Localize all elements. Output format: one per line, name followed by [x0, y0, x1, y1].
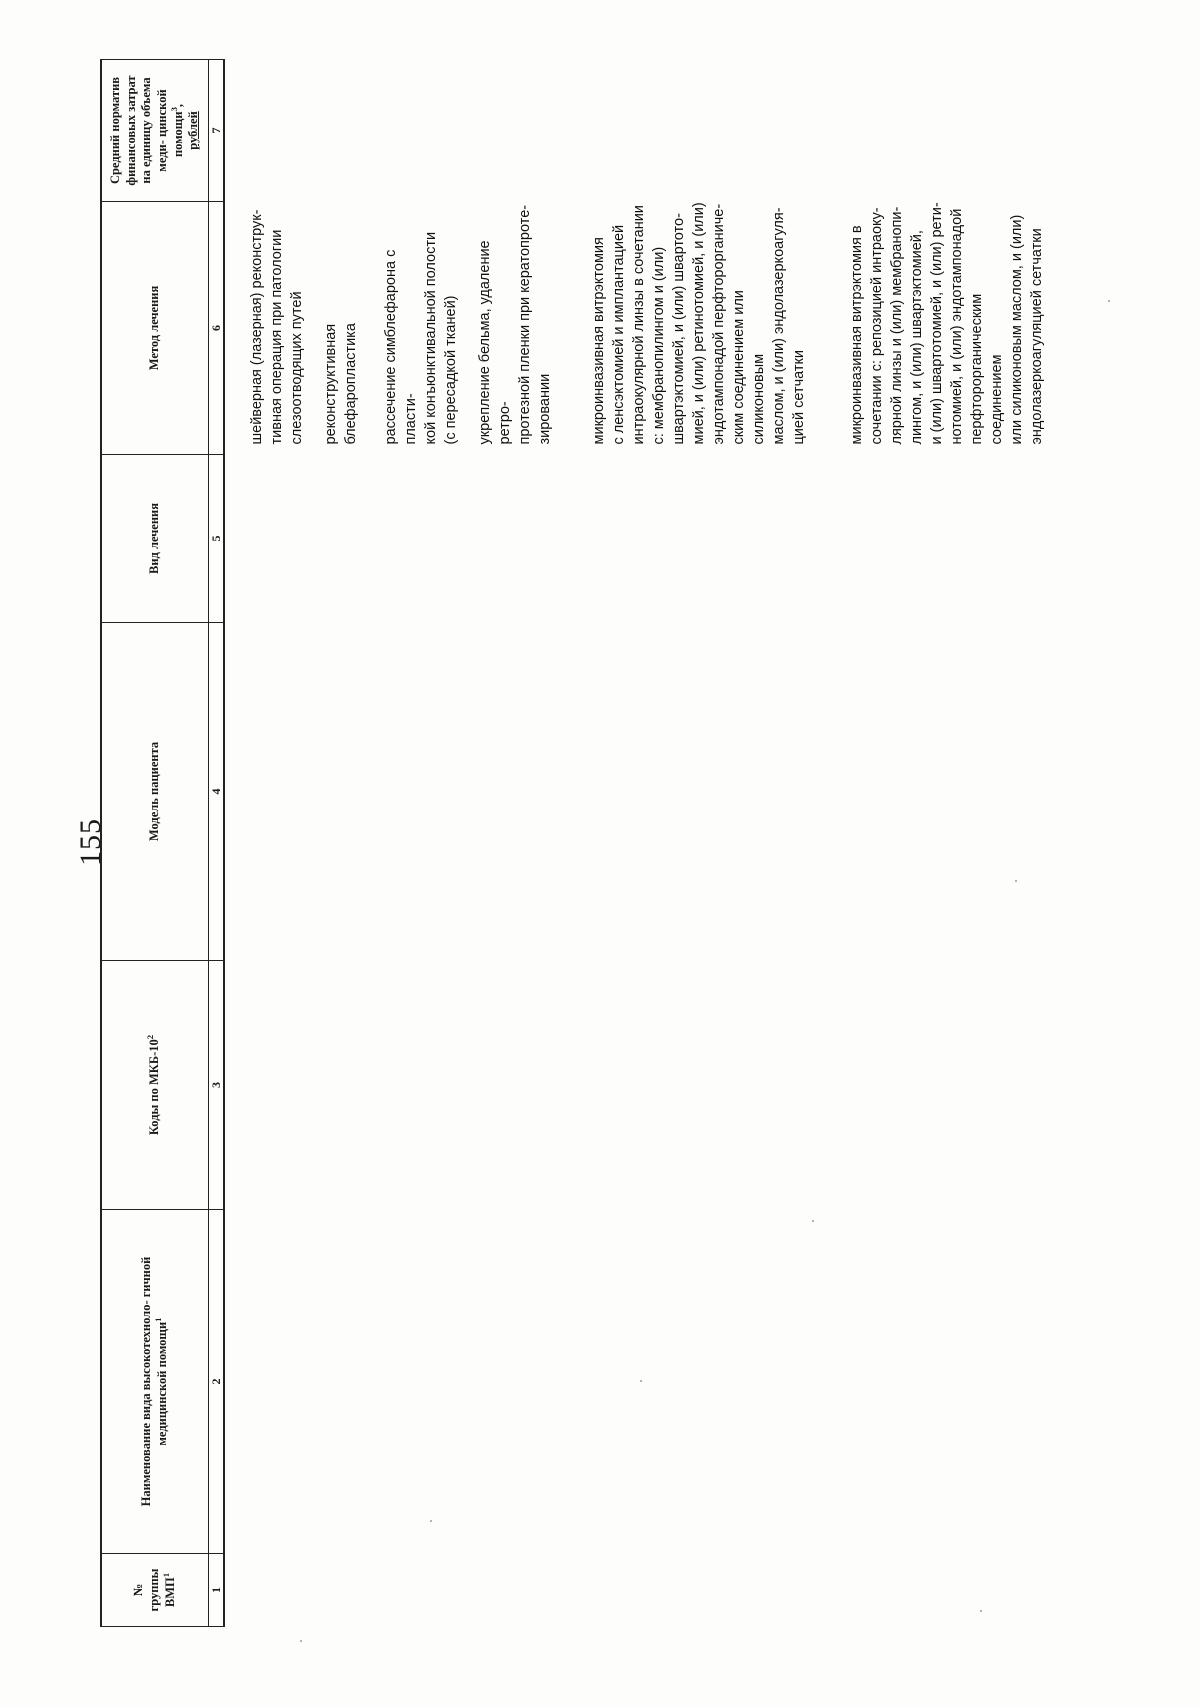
list-item: рассечение симблефарона с пласти- кой конъюнктивальной полости (с пересадкой тканей) — [382, 231, 459, 445]
column-number-row — [208, 60, 224, 1627]
header-treatment-type: Вид лечения — [101, 455, 208, 623]
scan-speck — [300, 1640, 302, 1642]
table-header-row — [101, 60, 208, 1627]
header-group-number: № группы ВМП$^1$ — [101, 1554, 208, 1627]
scan-speck — [980, 1610, 982, 1612]
cell-treatment-method — [224, 202, 1061, 455]
scan-speck — [1015, 880, 1017, 882]
cell-average-cost — [224, 60, 1061, 202]
list-item: укрепление бельма, удаление ретро- протезной пленки при кератопроте- зировании — [476, 204, 553, 445]
header-average-cost: Средний норматив финансовых затрат на единицу объема меди- цинской помощи$^3$, рублей — [101, 60, 208, 202]
header-care-type-name: Наименование вида высокотехноло- гичной медицинской помощи$^1$ — [101, 1210, 208, 1554]
scan-speck — [812, 1220, 814, 1222]
column-number: 6 — [208, 202, 224, 455]
cell-group-number — [224, 1554, 1061, 1627]
list-item: микроинвазивная витрэктомия в сочетании с: репозицией интраоку- лярной линзы и (или) мембранопи- лингом, и (или) швартэктомией, и (или) швартотомией, и (или) рети- нотомией, и (или) эндотампонадой перфторорганическим соединением или силиконовым маслом, и (или) эндолазеркоагуляцией сетчатки — [848, 202, 1045, 445]
column-number: 3 — [208, 961, 224, 1210]
cell-care-type-name — [224, 1210, 1061, 1554]
cell-treatment-type — [224, 455, 1061, 623]
table-row — [224, 60, 1061, 1627]
column-number: 2 — [208, 1210, 224, 1554]
scan-speck — [1108, 300, 1110, 302]
header-treatment-method: Метод лечения — [101, 202, 208, 455]
column-number: 7 — [208, 60, 224, 202]
scan-speck — [430, 1520, 432, 1522]
scan-speck — [640, 1380, 642, 1382]
treatment-method-list — [225, 202, 1047, 455]
column-number: 5 — [208, 455, 224, 623]
cell-patient-model — [224, 623, 1061, 961]
list-item: микроинвазивная витрэктомия с ленсэктомией и имплантацией интраокулярной линзы в сочетании с: мембранопилингом и (или) швартэктомией, и (или) швартото- мией, и (или) ретинотомией, и (или) эндотампонадой перфторорганиче- ским соединением или силиконовым маслом, и (или) эндолазеркоагуля- цией сетчатки — [590, 202, 807, 445]
page-number: 155 — [74, 818, 107, 866]
cell-icd10-codes — [224, 961, 1061, 1210]
header-patient-model: Модель пациента — [101, 623, 208, 961]
column-number: 4 — [208, 623, 224, 961]
header-icd10-codes: Коды по МКБ-$10^2$ — [101, 961, 208, 1210]
list-item: шейверная (лазерная) реконструк- тивная операция при патологии слезоотводящих путей — [248, 209, 305, 445]
list-item: реконструктивная блефаропластика — [322, 323, 359, 445]
column-number: 1 — [208, 1554, 224, 1627]
vmp-table — [100, 59, 1061, 1627]
